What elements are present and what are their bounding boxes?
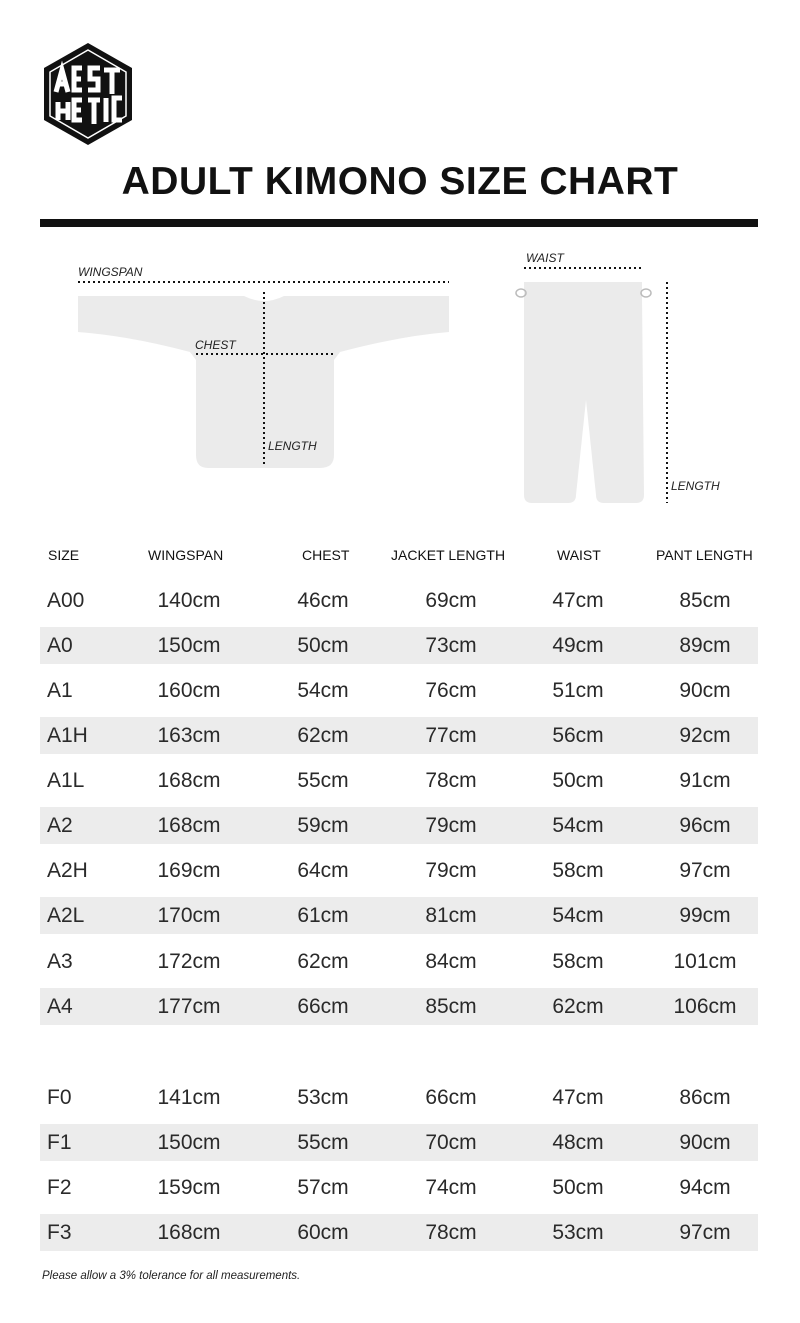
jacket-length-cell: 77cm [425, 724, 477, 747]
waist-cell: 53cm [552, 1221, 604, 1244]
table-row [40, 627, 758, 664]
size-cell: A00 [47, 589, 85, 612]
waist-cell: 58cm [552, 950, 604, 973]
table-row [40, 762, 758, 799]
page-title: ADULT KIMONO SIZE CHART [121, 160, 679, 203]
table-row [40, 943, 758, 980]
chest-cell: 57cm [297, 1176, 349, 1199]
tolerance-footnote: Please allow a 3% tolerance for all measurements. [42, 1270, 301, 1282]
chest-cell: 46cm [297, 589, 349, 612]
jacket-length-cell: 73cm [425, 634, 477, 657]
waist-label: WAIST [526, 251, 564, 265]
table-row [40, 672, 758, 709]
chest-cell: 53cm [297, 1086, 349, 1109]
header-wingspan: WINGSPAN [148, 547, 224, 563]
pant-length-cell: 99cm [679, 904, 731, 927]
pant-length-label: LENGTH [671, 479, 720, 493]
size-cell: A0 [47, 634, 73, 657]
waist-cell: 51cm [552, 679, 604, 702]
size-cell: A2 [47, 814, 73, 837]
jacket-length-cell: 74cm [425, 1176, 477, 1199]
size-cell: A1H [47, 724, 88, 747]
chest-cell: 55cm [297, 769, 349, 792]
chest-cell: 54cm [297, 679, 349, 702]
wingspan-cell: 168cm [157, 769, 221, 792]
wingspan-cell: 160cm [157, 679, 221, 702]
pant-length-cell: 97cm [679, 859, 731, 882]
waist-cell: 48cm [552, 1131, 604, 1154]
header-chest: CHEST [302, 547, 350, 563]
jacket-length-cell: 84cm [425, 950, 477, 973]
jacket-length-cell: 85cm [425, 995, 477, 1018]
table-row [40, 1079, 758, 1116]
jacket-length-cell: 66cm [425, 1086, 477, 1109]
wingspan-cell: 168cm [157, 1221, 221, 1244]
size-table-header [0, 547, 800, 569]
pant-length-cell: 86cm [679, 1086, 731, 1109]
header-pant-length: PANT LENGTH [656, 547, 753, 563]
chest-cell: 60cm [297, 1221, 349, 1244]
size-cell: F2 [47, 1176, 72, 1199]
header-waist: WAIST [557, 547, 601, 563]
size-cell: A2H [47, 859, 88, 882]
wingspan-cell: 141cm [157, 1086, 221, 1109]
title-divider [40, 219, 758, 227]
pant-length-cell: 91cm [679, 769, 731, 792]
brand-logo [40, 40, 136, 148]
wingspan-cell: 163cm [157, 724, 221, 747]
chest-cell: 50cm [297, 634, 349, 657]
table-row [40, 1169, 758, 1206]
pant-length-cell: 90cm [679, 1131, 731, 1154]
waist-cell: 62cm [552, 995, 604, 1018]
pant-length-cell: 90cm [679, 679, 731, 702]
pant-length-cell: 85cm [679, 589, 731, 612]
header-jacket-length: JACKET LENGTH [391, 547, 506, 563]
size-cell: A3 [47, 950, 73, 973]
size-cell: A2L [47, 904, 85, 927]
table-row [40, 1214, 758, 1251]
size-cell: F3 [47, 1221, 72, 1244]
table-row [40, 582, 758, 619]
waist-cell: 47cm [552, 589, 604, 612]
waist-cell: 54cm [552, 904, 604, 927]
jacket-length-cell: 79cm [425, 814, 477, 837]
waist-cell: 54cm [552, 814, 604, 837]
chest-cell: 64cm [297, 859, 349, 882]
wingspan-cell: 150cm [157, 1131, 221, 1154]
size-cell: A4 [47, 995, 73, 1018]
pants-illustration [524, 282, 644, 503]
chest-cell: 62cm [297, 724, 349, 747]
chest-label: CHEST [195, 338, 236, 352]
table-row [40, 852, 758, 889]
pant-length-cell: 96cm [679, 814, 731, 837]
pant-length-cell: 101cm [673, 950, 737, 973]
jacket-length-cell: 76cm [425, 679, 477, 702]
pant-length-cell: 97cm [679, 1221, 731, 1244]
table-row [40, 807, 758, 844]
wingspan-cell: 150cm [157, 634, 221, 657]
chest-cell: 61cm [297, 904, 349, 927]
chest-cell: 59cm [297, 814, 349, 837]
waist-cell: 47cm [552, 1086, 604, 1109]
wingspan-cell: 170cm [157, 904, 221, 927]
pant-length-cell: 89cm [679, 634, 731, 657]
waist-cell: 49cm [552, 634, 604, 657]
size-cell: A1L [47, 769, 85, 792]
chest-cell: 62cm [297, 950, 349, 973]
pant-length-cell: 94cm [679, 1176, 731, 1199]
waist-cell: 50cm [552, 1176, 604, 1199]
chest-cell: 55cm [297, 1131, 349, 1154]
pant-length-cell: 92cm [679, 724, 731, 747]
jacket-length-cell: 79cm [425, 859, 477, 882]
wingspan-cell: 140cm [157, 589, 221, 612]
table-row [40, 988, 758, 1025]
chest-cell: 66cm [297, 995, 349, 1018]
table-row [40, 717, 758, 754]
waist-cell: 56cm [552, 724, 604, 747]
waist-cell: 50cm [552, 769, 604, 792]
waist-cell: 58cm [552, 859, 604, 882]
wingspan-label: WINGSPAN [78, 265, 143, 279]
wingspan-cell: 172cm [157, 950, 221, 973]
table-row [40, 1124, 758, 1161]
wingspan-cell: 177cm [157, 995, 221, 1018]
jacket-length-cell: 78cm [425, 1221, 477, 1244]
jacket-length-cell: 78cm [425, 769, 477, 792]
jacket-length-cell: 70cm [425, 1131, 477, 1154]
pant-length-cell: 106cm [673, 995, 737, 1018]
measurement-diagram [0, 240, 800, 520]
jacket-length-label: LENGTH [268, 439, 317, 453]
header-size: SIZE [48, 547, 80, 563]
wingspan-cell: 169cm [157, 859, 221, 882]
size-cell: F1 [47, 1131, 72, 1154]
table-row [40, 897, 758, 934]
size-cell: F0 [47, 1086, 72, 1109]
wingspan-cell: 159cm [157, 1176, 221, 1199]
size-cell: A1 [47, 679, 73, 702]
jacket-length-cell: 69cm [425, 589, 477, 612]
wingspan-cell: 168cm [157, 814, 221, 837]
jacket-length-cell: 81cm [425, 904, 477, 927]
